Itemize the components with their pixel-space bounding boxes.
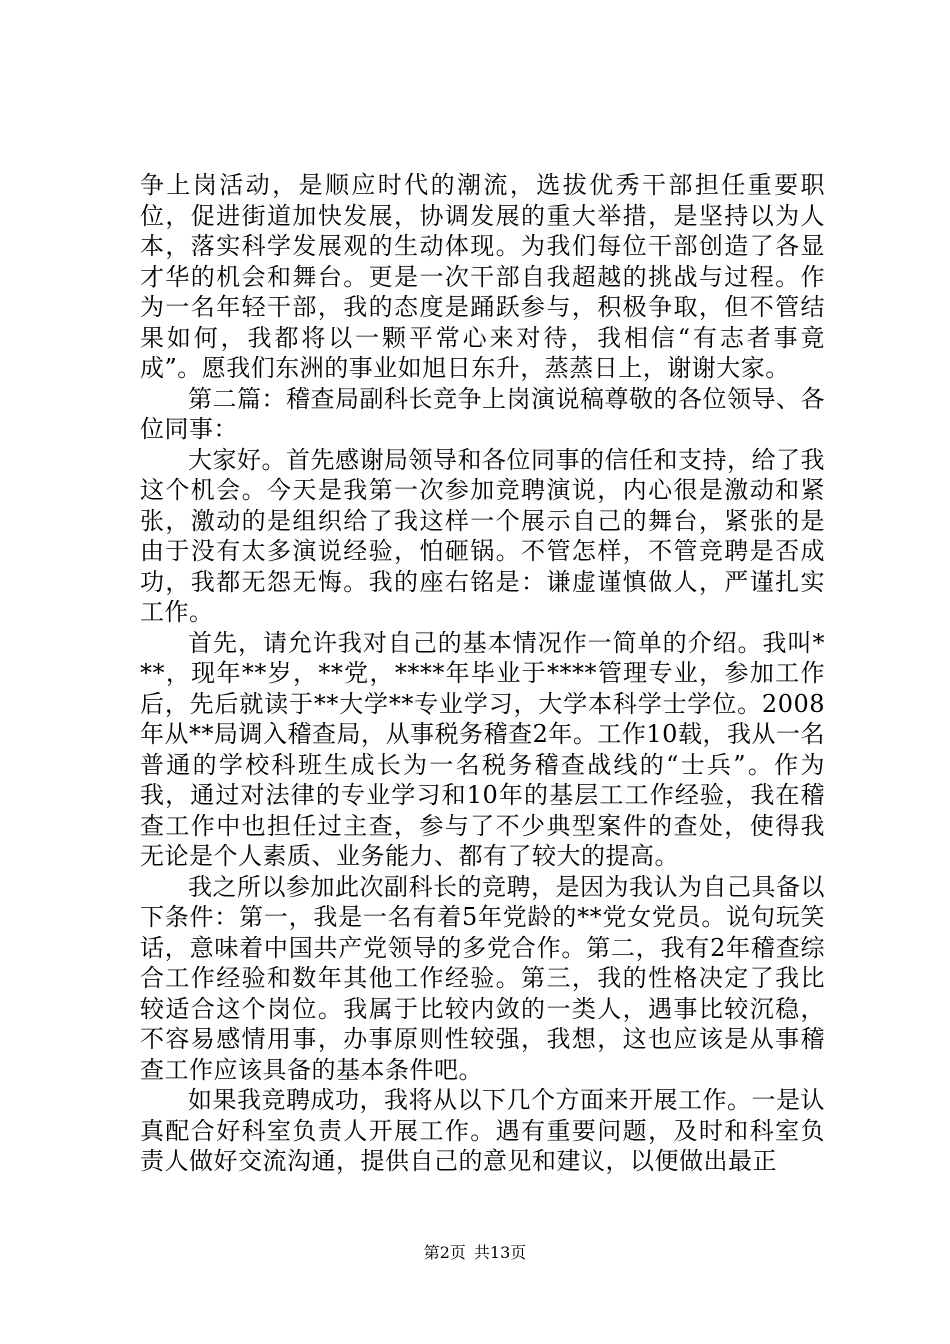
paragraph-4: 首先，请允许我对自己的基本情况作一简单的介绍。我叫***，现年**岁，**党，****年毕业于****管理专业，参加工作后，先后就读于**大学**专业学习，大学本科学士学位。2008年从**局调入稽查局，从事税务稽查2年。工作10载，我从一名普通的学校科班生成长为一名税务稽查战线的“士兵”。作为我，通过对法律的专业学习和10年的基层工工作经验，我在稽查工作中也担任过主查，参与了不少典型案件的查处，使得我无论是个人素质、业务能力、都有了较大的提高。 bbox=[140, 628, 825, 870]
paragraph-6: 如果我竞聘成功，我将从以下几个方面来开展工作。一是认真配合好科室负责人开展工作。遇有重要问题，及时和科室负责人做好交流沟通，提供自己的意见和建议，以便做出最正 bbox=[140, 1086, 825, 1175]
paragraph-5: 我之所以参加此次副科长的竞聘，是因为我认为自己具备以下条件：第一，我是一名有着5年党龄的**党女党员。说句玩笑话，意味着中国共产党领导的多党合作。第二，我有2年稽查综合工作经验和数年其他工作经验。第三，我的性格决定了我比较适合这个岗位。我属于比较内敛的一类人，遇事比较沉稳，不容易感情用事，办事原则性较强，我想，这也应该是从事稽查工作应该具备的基本条件吧。 bbox=[140, 872, 825, 1084]
document-body bbox=[140, 170, 825, 1177]
paragraph-1: 争上岗活动，是顺应时代的潮流，选拔优秀干部担任重要职位，促进街道加快发展，协调发展的重大举措，是坚持以为人本，落实科学发展观的生动体现。为我们每位干部创造了各显才华的机会和舞台。更是一次干部自我超越的挑战与过程。作为一名年轻干部，我的态度是踊跃参与，积极争取，但不管结果如何，我都将以一颗平常心来对待，我相信“有志者事竟成”。愿我们东洲的事业如旭日东升，蒸蒸日上，谢谢大家。 bbox=[140, 171, 825, 382]
page-footer bbox=[0, 1243, 950, 1263]
page-number: 第2页 bbox=[423, 1243, 466, 1262]
paragraph-3: 大家好。首先感谢局领导和各位同事的信任和支持，给了我这个机会。今天是我第一次参加竞聘演说，内心很是激动和紧张，激动的是组织给了我这样一个展示自己的舞台，紧张的是由于没有太多演说经验，怕砸锅。不管怎样，不管竞聘是否成功，我都无怨无悔。我的座右铭是：谦虚谨慎做人，严谨扎实工作。 bbox=[140, 445, 825, 626]
page-total: 共13页 bbox=[473, 1243, 527, 1262]
paragraph-2-heading: 第二篇：稽查局副科长竞争上岗演说稿尊敬的各位领导、各位同事： bbox=[140, 384, 825, 443]
